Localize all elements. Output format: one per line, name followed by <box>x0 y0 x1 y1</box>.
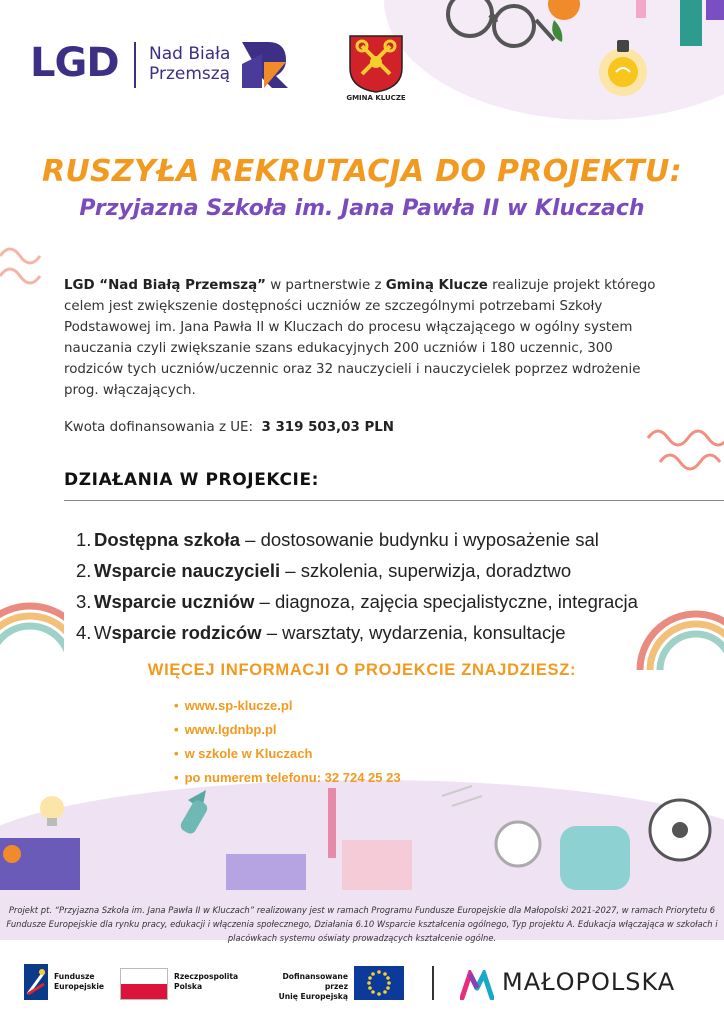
funding-line <box>64 420 394 435</box>
fe-line1: Fundusze <box>54 972 95 981</box>
intro-text-2: realizuje projekt którego celem jest zwiększenie dostępności uczniów ze szczególnymi potrzebami Szkoły Podstawowej im. Jana Pawła II w Kluczach do procesu włączającego w ogólny system nauczania czyli zwiększanie szans edukacyjnych 200 uczniów i 180 uczennic, 300 rodziców tych uczniów/uczennic oraz 32 nauczycieli i nauczycielek poprzez wdrożenie prog. włączających. <box>64 278 656 398</box>
fe-star-icon <box>24 964 48 1000</box>
lgd-logo-name <box>149 44 249 84</box>
fe-line2: Europejskie <box>54 982 105 991</box>
funding-amount: 3 319 503,03 PLN <box>261 420 394 435</box>
decor-squiggle-right <box>646 420 724 476</box>
lgd-emblem-icon <box>240 40 290 90</box>
pl-line2: Polska <box>174 982 203 991</box>
action-item <box>76 555 696 586</box>
action-number: 1. <box>76 529 92 550</box>
action-item <box>76 617 696 648</box>
logo-divider <box>134 42 136 88</box>
action-title: Dostępna szkoła <box>94 529 240 550</box>
lightbulb-icon <box>588 34 658 104</box>
action-number: 3. <box>76 591 92 612</box>
funding-label: Kwota dofinansowania z UE: <box>64 420 253 435</box>
action-item <box>76 586 696 617</box>
school-items-bottom-illustration <box>0 780 724 890</box>
action-lead: W <box>94 622 112 643</box>
link-lgd-website[interactable]: • www.lgdnbp.pl <box>174 718 401 742</box>
eu-line2: Unię Europejską <box>278 992 348 1001</box>
action-number: 2. <box>76 560 92 581</box>
decor-squiggle-left <box>0 236 46 296</box>
pl-line1: Rzeczpospolita <box>174 972 239 981</box>
action-title: Wsparcie nauczycieli <box>94 560 281 581</box>
action-number: 4. <box>76 622 92 643</box>
malopolska-m-icon <box>460 970 494 1000</box>
project-name: Przyjazna Szkoła im. Jana Pawła II w Kluczach <box>79 196 645 221</box>
lgd-logo: LGD <box>30 40 119 86</box>
link-school-website[interactable]: • www.sp-klucze.pl <box>174 694 401 718</box>
malopolska-text: MAŁOPOLSKA <box>502 968 676 996</box>
polish-flag-icon <box>120 968 168 1000</box>
action-description: – warsztaty, wydarzenia, konsultacje <box>261 622 566 643</box>
action-title: Wsparcie uczniów <box>94 591 255 612</box>
lgd-name-line1: Nad Biała <box>149 44 231 64</box>
gmina-klucze-label: GMINA KLUCZE <box>346 94 406 102</box>
action-description: – dostosowanie budynku i wyposażenie sal <box>240 529 599 550</box>
intro-paragraph <box>64 275 664 401</box>
action-title: sparcie rodziców <box>111 622 262 643</box>
school-supplies-illustration <box>436 0 724 100</box>
intro-text-1: w partnerstwie z <box>265 278 386 293</box>
info-phone: • po numerem telefonu: 32 724 25 23 <box>174 766 401 790</box>
gmina-klucze-crest-icon <box>348 34 404 94</box>
lgd-name-line2: Przemszą <box>149 64 231 84</box>
intro-partner: Gminą Klucze <box>385 278 488 293</box>
actions-list <box>76 524 696 648</box>
action-item <box>76 524 696 555</box>
eu-funding-logo <box>258 966 408 1004</box>
action-description: – szkolenia, superwizja, doradztwo <box>280 560 572 581</box>
malopolska-logo <box>460 968 700 1002</box>
info-at-school: • w szkole w Kluczach <box>174 742 401 766</box>
section-divider <box>64 500 724 501</box>
more-info-heading: WIĘCEJ INFORMACJI O PROJEKCIE ZNAJDZIESZ: <box>147 661 577 679</box>
eu-line1: Dofinansowane przez <box>282 972 348 991</box>
rzeczpospolita-polska-logo <box>120 968 260 1002</box>
headline: RUSZYŁA REKRUTACJA DO PROJEKTU: <box>41 154 683 189</box>
action-description: – diagnoza, zajęcia specjalistyczne, integracja <box>254 591 638 612</box>
footer-divider <box>432 966 434 1000</box>
more-info-list <box>174 694 401 790</box>
eu-flag-icon <box>354 966 404 1000</box>
intro-org: LGD “Nad Białą Przemszą” <box>64 278 266 293</box>
project-footnote: Projekt pt. “Przyjazna Szkoła im. Jana Pawła II w Kluczach” realizowany jest w ramach Programu Fundusze Europejskie dla Małopolski 2021-2027, w ramach Priorytetu 6 Fundusze Europejskie dla rynku pracy, edukacji i włączenia społecznego, Działania 6.10 Wsparcie kształcenia ogólnego, Typ projektu A. Edukacja włączająca w szkołach i placówkach systemu oświaty prowadzących kształcenie ogólne. <box>6 905 718 943</box>
actions-heading: DZIAŁANIA W PROJEKCIE: <box>64 470 320 490</box>
rainbow-left-illustration <box>0 596 64 666</box>
